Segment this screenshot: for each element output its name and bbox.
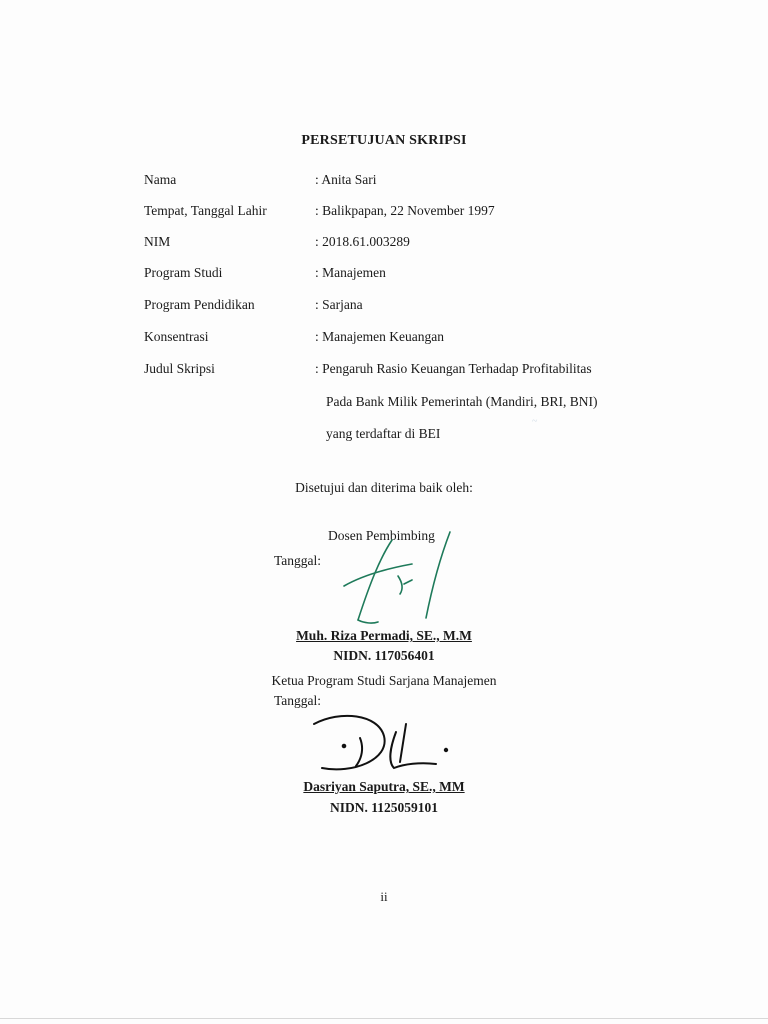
field-value-judul-skripsi: : Pengaruh Rasio Keuangan Terhadap Profitabilitas [315,361,592,376]
scan-bleed-mark: ~ [532,416,538,427]
scan-edge-divider [0,1018,768,1019]
judul-continuation-line-2: yang terdaftar di BEI [326,426,441,441]
field-label-program-pendidikan: Program Pendidikan [144,297,255,312]
document-title: PERSETUJUAN SKRIPSI [301,133,467,148]
head-name: Dasriyan Saputra, SE., MM [303,779,465,794]
advisor-name: Muh. Riza Permadi, SE., M.M [296,628,472,643]
field-label-nama: Nama [144,172,177,187]
field-value-tempat-tanggal-lahir: : Balikpapan, 22 November 1997 [315,203,495,218]
advisor-nidn: NIDN. 117056401 [333,648,435,663]
field-label-nim: NIM [144,234,171,249]
field-value-konsentrasi: : Manajemen Keuangan [315,329,444,344]
head-date-label: Tanggal: [274,693,322,708]
field-label-judul-skripsi: Judul Skripsi [144,361,215,376]
judul-continuation-line-1: Pada Bank Milik Pemerintah (Mandiri, BRI, BNI) [326,394,598,409]
field-value-nim: : 2018.61.003289 [315,234,410,249]
advisor-date-label: Tanggal: [274,553,322,568]
field-label-program-studi: Program Studi [144,265,223,280]
advisor-signature [340,528,460,628]
field-value-program-pendidikan: : Sarjana [315,297,363,312]
field-label-tempat-tanggal-lahir: Tempat, Tanggal Lahir [144,203,267,218]
advisor-role: Dosen Pembimbing [328,528,435,543]
field-value-program-studi: : Manajemen [315,265,386,280]
field-value-nama: : Anita Sari [315,172,377,187]
field-label-konsentrasi: Konsentrasi [144,329,209,344]
head-nidn: NIDN. 1125059101 [329,800,438,815]
approval-statement: Disetujui dan diterima baik oleh: [295,480,473,495]
head-signature [300,708,460,778]
head-role: Ketua Program Studi Sarjana Manajemen [271,673,497,688]
page-number: ii [380,889,388,904]
